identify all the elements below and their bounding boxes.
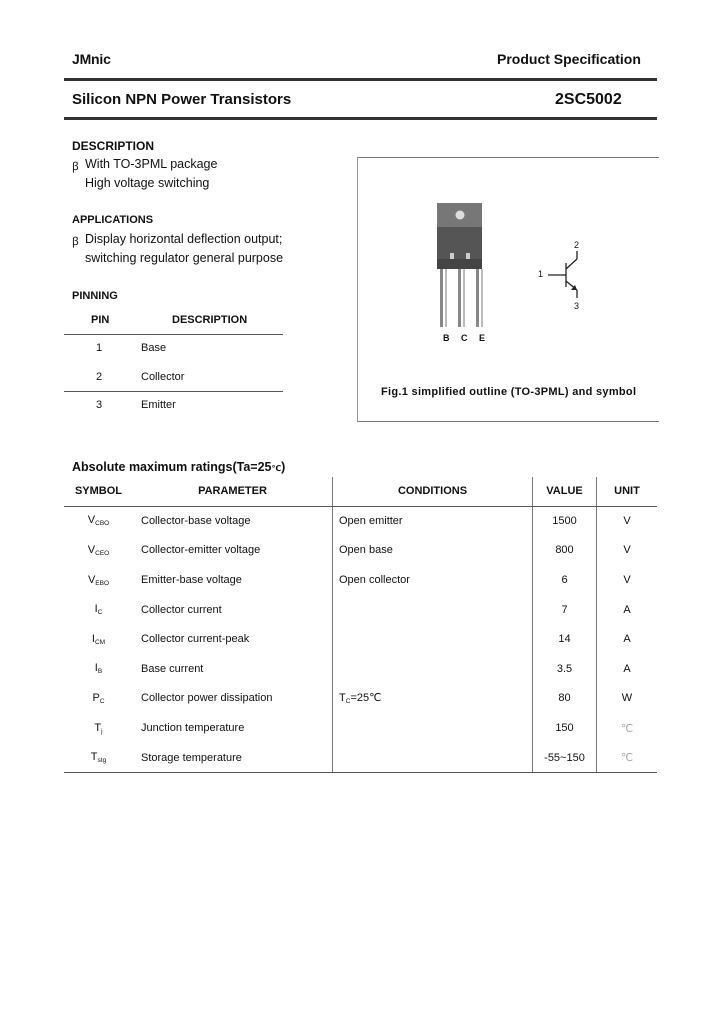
pin-number: 3 xyxy=(96,399,103,411)
table-row xyxy=(64,654,657,684)
value-cell: -55~150 xyxy=(533,743,597,773)
description-line-1: With TO-3PML package xyxy=(85,157,218,171)
parameter-cell: Collector-base voltage xyxy=(141,514,251,527)
applications-heading: APPLICATIONS xyxy=(72,214,154,226)
parameter-cell: Storage temperature xyxy=(133,743,333,773)
document-type: Product Specification xyxy=(497,51,641,67)
lead-label-c: C xyxy=(461,333,468,343)
value-cell: 14 xyxy=(533,624,597,654)
conditions-cell xyxy=(333,595,533,625)
pin-number: 2 xyxy=(96,371,103,383)
value-cell: 1500 xyxy=(533,506,597,536)
parameter-cell: Collector-emitter voltage xyxy=(141,544,261,557)
conditions-cell xyxy=(333,743,533,773)
title-rule xyxy=(64,117,657,120)
symbol-pin-2: 2 xyxy=(574,240,580,250)
table-row xyxy=(64,684,657,714)
pin-description: Base xyxy=(141,342,167,354)
lead-label-b: B xyxy=(443,333,450,343)
value-cell: 7 xyxy=(533,595,597,625)
part-number: 2SC5002 xyxy=(555,91,622,108)
table-row xyxy=(64,536,657,566)
value-column-header: VALUE xyxy=(533,477,597,506)
conditions-cell: $T_C=25℃$ xyxy=(333,684,533,714)
symbol-cell: $V_{CBO}$ xyxy=(87,514,110,528)
product-title: Silicon NPN Power Transistors xyxy=(72,91,292,108)
symbol-cell: $P_C$ xyxy=(92,691,105,705)
conditions-cell xyxy=(333,713,533,743)
unit-cell: A xyxy=(623,603,631,616)
header-rule xyxy=(64,78,657,81)
table-row xyxy=(64,595,657,625)
ratings-heading: Absolute maximum ratings(Ta=25℃) xyxy=(72,460,286,474)
parameter-cell: Emitter-base voltage xyxy=(141,574,242,587)
pin-description-column-header: DESCRIPTION xyxy=(172,314,248,326)
description-line-2: High voltage switching xyxy=(85,176,210,190)
value-cell: 80 xyxy=(533,684,597,714)
symbol-cell: $T_{stg}$ xyxy=(64,743,133,773)
applications-line-1: Display horizontal deflection output; xyxy=(85,232,283,246)
unit-cell: A xyxy=(623,662,631,675)
pin-number: 1 xyxy=(96,342,103,354)
unit-cell: A xyxy=(623,633,631,646)
lead-c xyxy=(458,269,461,327)
conditions-cell xyxy=(333,624,533,654)
parameter-cell: Base current xyxy=(141,662,204,675)
unit-cell: V xyxy=(623,574,631,587)
table-row xyxy=(64,565,657,595)
conditions-column-header: CONDITIONS xyxy=(333,477,533,506)
symbol-pin-3: 3 xyxy=(574,301,580,311)
bullet-icon: ꞵ xyxy=(72,161,79,173)
conditions-cell: Open base xyxy=(333,536,533,566)
unit-cell: W xyxy=(621,692,633,705)
table-row xyxy=(64,743,657,773)
table-row xyxy=(64,624,657,654)
package-outline-image xyxy=(420,195,650,350)
unit-cell: ℃ xyxy=(620,722,634,735)
value-cell: 150 xyxy=(533,713,597,743)
brand-name: JMnic xyxy=(72,51,111,67)
applications-line-2: switching regulator general purpose xyxy=(85,251,284,265)
symbol-cell: $V_{EBO}$ xyxy=(87,573,110,587)
pin-description: Emitter xyxy=(141,399,176,411)
description-heading: DESCRIPTION xyxy=(72,139,155,153)
table-row xyxy=(64,713,657,743)
pin-table-header-rule xyxy=(64,334,283,335)
table-row xyxy=(64,506,657,536)
value-cell: 800 xyxy=(533,536,597,566)
mounting-hole xyxy=(456,211,465,220)
unit-column-header: UNIT xyxy=(597,477,658,506)
lead-label-e: E xyxy=(479,333,486,343)
parameter-column-header: PARAMETER xyxy=(133,477,333,506)
unit-cell: ℃ xyxy=(597,743,658,773)
ratings-table xyxy=(64,477,657,773)
bullet-icon: ꞵ xyxy=(72,236,79,248)
conditions-cell: Open emitter xyxy=(333,506,533,536)
pin-table-rule xyxy=(64,391,283,392)
pin-description: Collector xyxy=(141,371,185,383)
figure-caption: Fig.1 simplified outline (TO-3PML) and symbol xyxy=(381,386,637,398)
pin-column-header: PIN xyxy=(91,314,110,326)
symbol-pin-1: 1 xyxy=(538,269,544,279)
symbol-column-header: SYMBOL xyxy=(64,477,133,506)
symbol-cell: $V_{CEO}$ xyxy=(87,543,110,557)
parameter-cell: Collector current xyxy=(141,603,222,616)
symbol-cell: $I_B$ xyxy=(94,662,103,676)
unit-cell: V xyxy=(623,514,631,527)
conditions-cell: Open collector xyxy=(333,565,533,595)
npn-transistor-symbol xyxy=(548,251,577,298)
parameter-cell: Collector power dissipation xyxy=(141,692,273,705)
conditions-cell xyxy=(333,654,533,684)
parameter-cell: Junction temperature xyxy=(141,722,245,735)
symbol-cell: $I_{CM}$ xyxy=(91,632,106,646)
symbol-cell: $I_C$ xyxy=(94,603,103,617)
lead-e xyxy=(476,269,479,327)
parameter-cell: Collector current-peak xyxy=(141,633,250,646)
lead-b xyxy=(440,269,443,327)
ratings-header-row xyxy=(64,477,657,506)
pinning-heading: PINNING xyxy=(72,290,118,302)
symbol-cell: $T_j$ xyxy=(94,721,103,735)
value-cell: 6 xyxy=(533,565,597,595)
value-cell: 3.5 xyxy=(533,654,597,684)
unit-cell: V xyxy=(623,544,631,557)
